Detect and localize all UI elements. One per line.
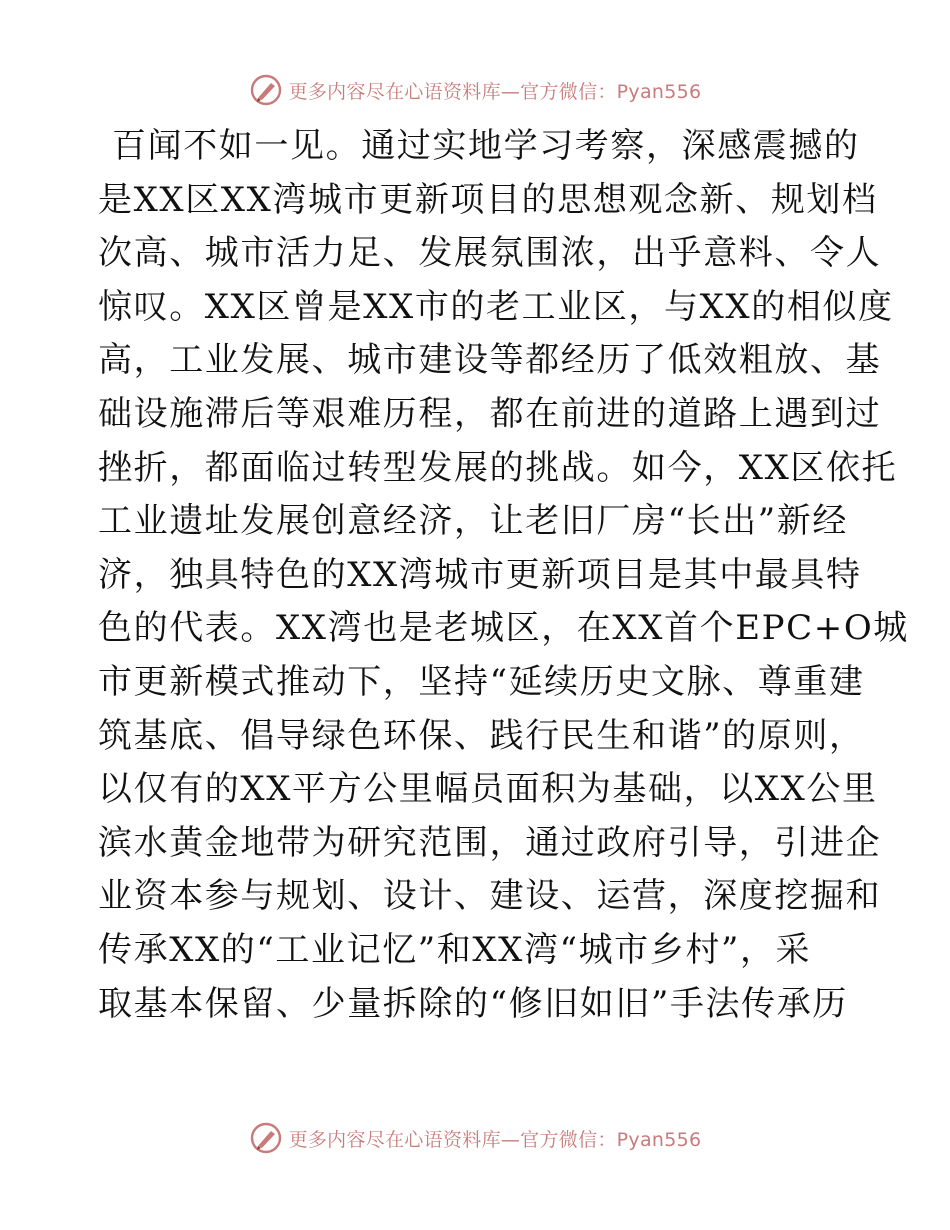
text-line: 色的代表。XX湾也是老城区，在XX首个EPC+O城 <box>98 608 909 649</box>
text-line: 市更新模式推动下，坚持“延续历史文脉、尊重建 <box>98 661 865 702</box>
text-line: 工业遗址发展创意经济，让老旧厂房“长出”新经 <box>98 501 848 542</box>
pen-logo-icon <box>249 1121 283 1155</box>
pen-logo-icon <box>249 73 283 107</box>
text-line: 惊叹。XX区曾是XX市的老工业区，与XX的相似度 <box>98 286 894 327</box>
text-line: 础设施滞后等艰难历程，都在前进的道路上遇到过 <box>98 393 882 434</box>
footer-watermark <box>0 1118 950 1158</box>
document-body <box>98 120 909 1031</box>
text-line: 次高、城市活力足、发展氛围浓，出乎意料、令人 <box>98 233 882 274</box>
text-line: 是XX区XX湾城市更新项目的思想观念新、规划档 <box>98 179 878 220</box>
header-watermark <box>0 70 950 110</box>
watermark-text: 更多内容尽在心语资料库—官方微信：Pyan556 <box>288 80 702 103</box>
text-line: 以仅有的XX平方公里幅员面积为基础，以XX公里 <box>98 769 878 810</box>
text-line: 取基本保留、少量拆除的“修旧如旧”手法传承历 <box>98 983 848 1024</box>
text-line: 济，独具特色的XX湾城市更新项目是其中最具特 <box>98 554 862 595</box>
watermark-text: 更多内容尽在心语资料库—官方微信：Pyan556 <box>288 1128 702 1151</box>
text-line: 挫折，都面临过转型发展的挑战。如今，XX区依托 <box>98 447 898 488</box>
text-line: 滨水黄金地带为研究范围，通过政府引导，引进企 <box>98 822 882 863</box>
text-line: 百闻不如一见。通过实地学习考察，深感震撼的 <box>112 126 860 166</box>
text-line: 筑基底、倡导绿色环保、践行民生和谐”的原则， <box>98 715 865 756</box>
text-line: 传承XX的“工业记忆”和XX湾“城市乡村”，采 <box>98 929 812 970</box>
text-line: 高，工业发展、城市建设等都经历了低效粗放、基 <box>98 340 882 381</box>
text-line: 业资本参与规划、设计、建设、运营，深度挖掘和 <box>98 876 882 917</box>
